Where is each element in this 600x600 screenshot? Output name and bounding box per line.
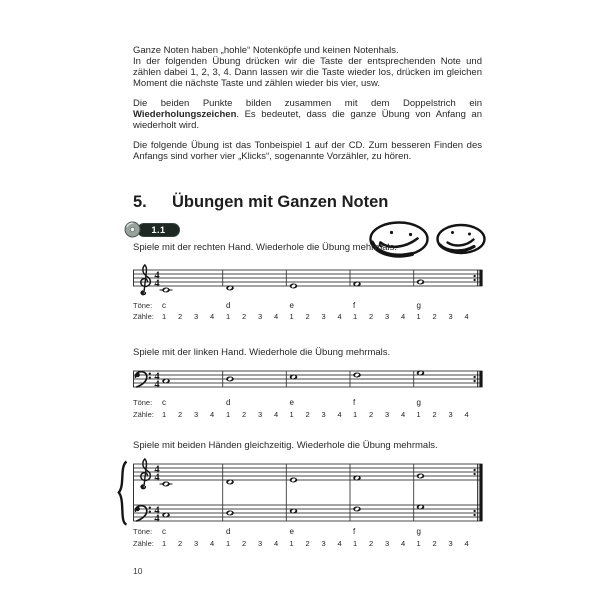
- svg-text:4: 4: [154, 505, 160, 517]
- count-number: 3: [194, 409, 199, 419]
- intro-paragraph-2: In der folgenden Übung drücken wir die Taste der entsprechenden Note und zählen dabei 1, 2, 3, 4. Dann lassen wir die Taste wieder los, drücken im gleichen Moment die nächste Taste und zählen wieder bis vier, usw.: [133, 56, 482, 89]
- count-number: 1: [226, 311, 231, 321]
- count-number: 2: [305, 539, 310, 548]
- note-letter: d: [226, 398, 231, 407]
- section-number: 5.: [133, 193, 147, 211]
- count-number: 4: [274, 311, 279, 321]
- count-number: 1: [226, 409, 231, 419]
- cd-track-number: 1.1: [151, 224, 166, 235]
- count-number: 4: [337, 311, 342, 321]
- count-number: 2: [178, 539, 183, 548]
- count-number: 4: [401, 409, 406, 419]
- count-number: 3: [258, 311, 263, 321]
- page-number: 10: [133, 566, 143, 576]
- count-number: 4: [274, 539, 279, 548]
- svg-text:4: 4: [154, 379, 160, 391]
- count-number: 3: [258, 539, 263, 548]
- count-number: 4: [210, 539, 215, 548]
- count-number: 1: [353, 311, 358, 321]
- count-number: 2: [242, 409, 247, 419]
- svg-text:4: 4: [154, 278, 160, 290]
- svg-text:4: 4: [154, 371, 160, 383]
- staff-exercise-1: [133, 265, 483, 295]
- count-number: 4: [274, 409, 279, 419]
- count-label: Zähle:: [133, 311, 154, 321]
- staff-exercise-3: [119, 459, 483, 525]
- intro-paragraph-1: Ganze Noten haben „hohle“ Notenköpfe und keinen Notenhals.: [133, 45, 399, 56]
- count-label: Zähle:: [133, 409, 154, 419]
- count-number: 3: [385, 311, 390, 321]
- note-letter: e: [289, 527, 294, 536]
- repeat-sign-term: Wiederholungszeichen: [133, 109, 237, 120]
- count-number: 3: [385, 539, 390, 548]
- note-letter: c: [162, 398, 166, 407]
- tone-label: Töne:: [133, 398, 153, 407]
- note-letter: g: [416, 527, 421, 536]
- section-title: Übungen mit Ganzen Noten: [172, 193, 389, 211]
- count-number: 1: [226, 539, 231, 548]
- count-number: 3: [385, 409, 390, 419]
- count-number: 3: [448, 409, 453, 419]
- count-number: 3: [448, 311, 453, 321]
- count-number: 1: [289, 311, 294, 321]
- note-letter: e: [289, 301, 294, 310]
- count-number: 1: [353, 409, 358, 419]
- note-letter: c: [162, 527, 166, 536]
- exercise-3-tone-row: [133, 527, 493, 537]
- count-number: 2: [305, 409, 310, 419]
- count-number: 1: [162, 539, 167, 548]
- count-number: 3: [194, 539, 199, 548]
- svg-text:4: 4: [154, 472, 160, 484]
- tone-label: Töne:: [133, 301, 153, 310]
- count-number: 4: [210, 311, 215, 321]
- count-number: 2: [178, 409, 183, 419]
- exercise-3-count-row: [133, 539, 493, 549]
- count-number: 4: [210, 409, 215, 419]
- note-letter: f: [353, 301, 356, 310]
- note-letter: f: [353, 527, 356, 536]
- staff-exercise-2: [133, 371, 483, 391]
- count-number: 3: [321, 409, 326, 419]
- count-number: 1: [289, 409, 294, 419]
- count-number: 4: [401, 539, 406, 548]
- count-number: 4: [464, 311, 469, 321]
- count-number: 1: [416, 539, 421, 548]
- count-number: 4: [337, 409, 342, 419]
- note-letter: d: [226, 527, 231, 536]
- exercise-2-count-row: [133, 410, 493, 420]
- count-label: Zähle:: [133, 539, 154, 548]
- count-number: 2: [432, 311, 437, 321]
- count-number: 1: [416, 409, 421, 419]
- count-number: 2: [369, 539, 374, 548]
- count-number: 2: [305, 311, 310, 321]
- note-letter: c: [162, 301, 166, 310]
- count-number: 2: [369, 409, 374, 419]
- svg-text:4: 4: [154, 464, 160, 476]
- exercise-1-instruction: Spiele mit der rechten Hand. Wiederhole die Übung mehrmals.: [133, 242, 398, 253]
- note-letter: e: [289, 398, 294, 407]
- exercise-1-tone-row: [133, 301, 493, 311]
- count-number: 1: [162, 409, 167, 419]
- note-letter: d: [226, 301, 231, 310]
- count-number: 4: [401, 311, 406, 321]
- tone-label: Töne:: [133, 527, 153, 536]
- count-number: 3: [448, 539, 453, 548]
- grand-staff-brace: [119, 462, 127, 525]
- note-letter: f: [353, 398, 356, 407]
- count-number: 3: [258, 409, 263, 419]
- repeat-sign-text-after: . Es bedeutet, dass die ganze Übung von Anfang an wiederholt wird.: [133, 109, 482, 131]
- count-number: 3: [321, 539, 326, 548]
- note-letter: g: [416, 398, 421, 407]
- count-number: 2: [432, 539, 437, 548]
- repeat-sign-text-before: Die beiden Punkte bilden zusammen mit dem Doppelstrich ein: [133, 98, 482, 109]
- count-number: 4: [337, 539, 342, 548]
- note-letter: g: [416, 301, 421, 310]
- count-number: 4: [464, 539, 469, 548]
- svg-text:4: 4: [154, 270, 160, 282]
- count-number: 2: [242, 539, 247, 548]
- intro-paragraph-4: Die folgende Übung ist das Tonbeispiel 1 auf der CD. Zum besseren Finden des Anfangs sind vorher vier „Klicks“, sogenannte Vorzähler, zu hören.: [133, 140, 482, 162]
- count-number: 4: [464, 409, 469, 419]
- count-number: 3: [321, 311, 326, 321]
- count-number: 3: [194, 311, 199, 321]
- count-number: 1: [162, 311, 167, 321]
- count-number: 1: [353, 539, 358, 548]
- exercise-1-count-row: [133, 312, 493, 322]
- count-number: 2: [178, 311, 183, 321]
- svg-text:4: 4: [154, 513, 160, 525]
- exercise-2-tone-row: [133, 398, 493, 408]
- exercise-2-instruction: Spiele mit der linken Hand. Wiederhole die Übung mehrmals.: [133, 347, 391, 358]
- count-number: 1: [289, 539, 294, 548]
- count-number: 1: [416, 311, 421, 321]
- count-number: 2: [242, 311, 247, 321]
- count-number: 2: [432, 409, 437, 419]
- exercise-3-instruction: Spiele mit beiden Händen gleichzeitig. Wiederhole die Übung mehrmals.: [133, 440, 438, 451]
- count-number: 2: [369, 311, 374, 321]
